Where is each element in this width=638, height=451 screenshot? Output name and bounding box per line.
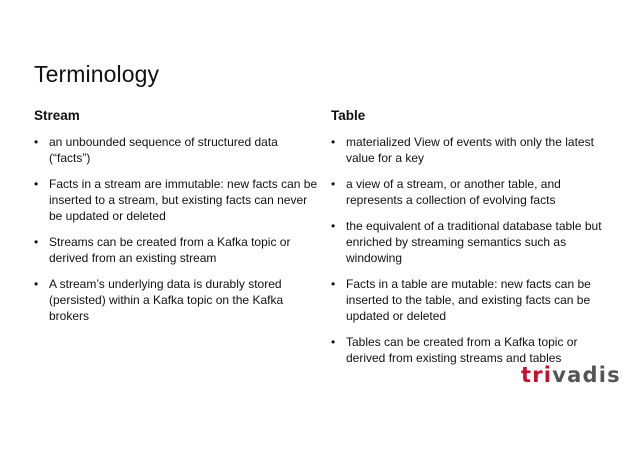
stream-column <box>34 107 319 334</box>
bullet-icon: • <box>34 277 39 291</box>
logo-accent-text: tri <box>521 363 553 387</box>
table-column <box>331 107 616 376</box>
bullet-text: Facts in a stream are immutable: new facts can be inserted to a stream, but existing facts can never be updated or deleted <box>49 177 318 223</box>
bullet-text: a view of a stream, or another table, and represents a collection of evolving facts <box>346 177 561 207</box>
table-heading: Table <box>331 108 366 123</box>
bullet-icon: • <box>34 235 39 249</box>
bullet-icon: • <box>331 219 336 233</box>
bullet-icon: • <box>331 335 336 349</box>
table-bullet-list <box>331 134 616 366</box>
list-item <box>331 218 616 266</box>
bullet-icon: • <box>331 177 336 191</box>
bullet-text: the equivalent of a traditional database table but enriched by streaming semantics such as windowing <box>346 219 602 265</box>
bullet-text: Tables can be created from a Kafka topic or derived from existing streams and tables <box>346 335 578 365</box>
bullet-text: Facts in a table are mutable: new facts can be inserted to the table, and existing facts can be updated or deleted <box>346 277 591 323</box>
bullet-icon: • <box>34 135 39 149</box>
list-item <box>331 276 616 324</box>
list-item <box>34 176 319 224</box>
list-item <box>331 134 616 166</box>
bullet-text: materialized View of events with only the latest value for a key <box>346 135 594 165</box>
bullet-icon: • <box>331 277 336 291</box>
bullet-text: A stream’s underlying data is durably stored (persisted) within a Kafka topic on the Kafka brokers <box>49 277 284 323</box>
list-item <box>331 176 616 208</box>
logo-rest-text: vadis <box>552 363 621 387</box>
bullet-icon: • <box>331 135 336 149</box>
slide-title: Terminology <box>34 61 160 87</box>
bullet-text: an unbounded sequence of structured data (“facts”) <box>49 135 278 165</box>
stream-heading: Stream <box>34 108 80 123</box>
bullet-icon: • <box>34 177 39 191</box>
bullet-text: Streams can be created from a Kafka topic or derived from an existing stream <box>49 235 291 265</box>
list-item <box>34 276 319 324</box>
stream-bullet-list <box>34 134 319 324</box>
list-item <box>34 234 319 266</box>
trivadis-logo <box>521 362 621 388</box>
list-item <box>34 134 319 166</box>
